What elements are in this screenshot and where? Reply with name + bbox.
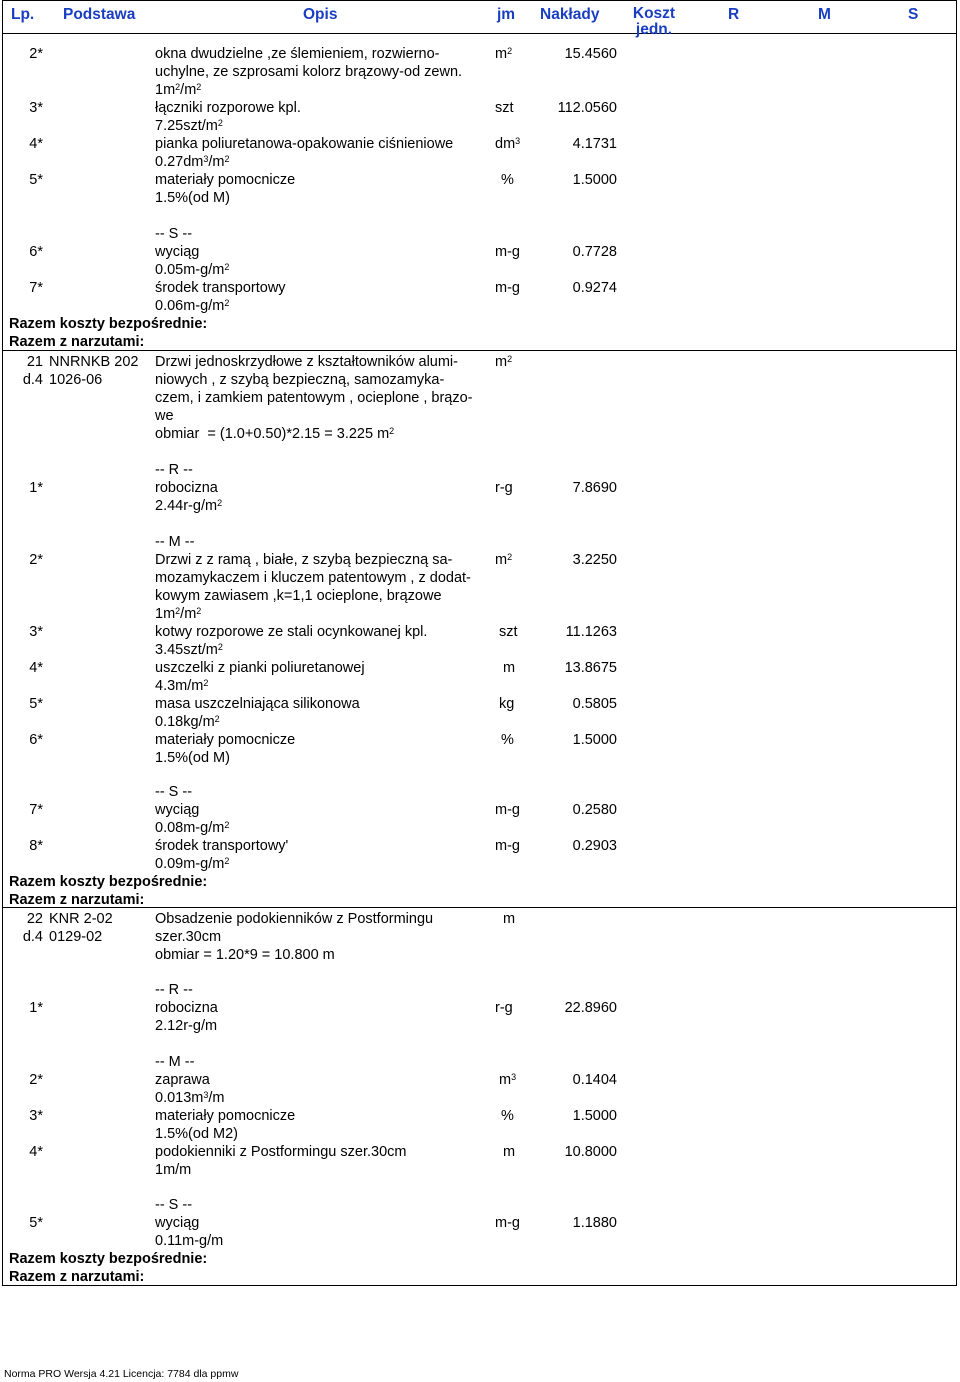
header-inputs: Nakłady <box>540 6 600 23</box>
row-lp: 4* <box>29 1144 43 1160</box>
row-desc: podokienniki z Postformingu szer.30cm <box>155 1144 407 1160</box>
row-desc: wyciąg <box>155 802 200 818</box>
row-lp: 5* <box>29 1215 43 1231</box>
separator-line <box>3 350 956 351</box>
direct-cost-label: Razem koszty bezpośrednie: <box>9 874 208 890</box>
row-unit: % <box>501 1108 514 1124</box>
position-unit: m <box>503 911 516 927</box>
row-value: 3.2250 <box>572 552 617 568</box>
row-value: 112.0560 <box>557 100 617 116</box>
row-norm: 1.5%(od M) <box>155 190 230 206</box>
total-with-markup-label: Razem z narzutami: <box>9 1269 145 1285</box>
row-norm: 1m/m <box>155 1162 192 1178</box>
row-value: 10.8000 <box>564 1144 617 1160</box>
row-desc: wyciąg <box>155 1215 200 1231</box>
row-unit: % <box>501 732 514 748</box>
row-lp: 2* <box>29 552 43 568</box>
row-unit: szt <box>495 100 514 116</box>
row-value: 4.1731 <box>572 136 617 152</box>
separator-line <box>3 907 956 908</box>
row-desc: Drzwi z z ramą , białe, z szybą bezpieczną sa- <box>155 552 453 568</box>
row-desc: środek transportowy' <box>155 838 289 854</box>
row-desc: zaprawa <box>155 1072 210 1088</box>
row-unit: m-g <box>495 280 520 296</box>
row-lp: 3* <box>29 1108 43 1124</box>
row-lp: 3* <box>29 624 43 640</box>
total-with-markup-label: Razem z narzutami: <box>9 334 145 350</box>
row-value: 0.9274 <box>572 280 617 296</box>
position-desc: niowych , z szybą bezpieczną, samozamyka- <box>155 372 445 388</box>
row-desc: środek transportowy <box>155 280 286 296</box>
row-unit: m <box>503 660 516 676</box>
row-desc: robocizna <box>155 480 218 496</box>
position-number: 21 <box>26 354 43 370</box>
row-unit: m-g <box>495 244 520 260</box>
header-m: M <box>818 6 831 23</box>
row-unit: m <box>503 1144 516 1160</box>
position-desc: czem, i zamkiem patentowym , ocieplone , brązo- <box>155 390 473 406</box>
group-heading-m: -- M -- <box>155 1054 195 1070</box>
row-desc: uchylne, ze szprosami kolorz brązowy-od zewn. <box>155 64 463 80</box>
position-basis: NNRNKB 202 <box>49 354 139 370</box>
row-desc: materiały pomocnicze <box>155 172 296 188</box>
table-header <box>3 1 956 38</box>
row-norm: 0.11m-g/m <box>155 1233 224 1249</box>
group-heading-s: -- S -- <box>155 784 193 800</box>
row-value: 15.4560 <box>564 46 617 62</box>
header-unit: jm <box>497 6 516 23</box>
row-value: 7.8690 <box>572 480 617 496</box>
row-lp: 2* <box>29 1072 43 1088</box>
position-number: 22 <box>26 911 43 927</box>
row-desc: robocizna <box>155 1000 218 1016</box>
row-value: 11.1263 <box>565 624 617 640</box>
row-lp: 4* <box>29 136 43 152</box>
row-lp: 7* <box>29 802 43 818</box>
group-heading-r: -- R -- <box>155 462 193 478</box>
group-heading-s: -- S -- <box>155 1197 193 1213</box>
row-norm: 2.12r-g/m <box>155 1018 218 1034</box>
position-basis: KNR 2-02 <box>49 911 113 927</box>
position-measure: obmiar = 1.20*9 = 10.800 m <box>155 947 335 963</box>
row-unit: kg <box>499 696 515 712</box>
row-desc: wyciąg <box>155 244 200 260</box>
row-desc: pianka poliuretanowa-opakowanie ciśnieniowe <box>155 136 454 152</box>
row-unit: m-g <box>495 802 520 818</box>
position-desc: szer.30cm <box>155 929 222 945</box>
row-norm: 1.5%(od M) <box>155 750 230 766</box>
position-desc: Drzwi jednoskrzydłowe z kształtowników alumi- <box>155 354 458 370</box>
position-chapter: d.4 <box>22 929 43 945</box>
row-desc: mozamykaczem i kluczem patentowym , z dodat- <box>155 570 471 586</box>
row-value: 1.5000 <box>572 1108 617 1124</box>
row-lp: 8* <box>29 838 43 854</box>
position-desc: we <box>155 408 174 424</box>
direct-cost-label: Razem koszty bezpośrednie: <box>9 1251 208 1267</box>
group-heading-s: -- S -- <box>155 226 193 242</box>
header-s: S <box>908 6 919 23</box>
row-unit: r-g <box>495 1000 513 1016</box>
row-value: 22.8960 <box>564 1000 617 1016</box>
row-desc: łączniki rozporowe kpl. <box>155 100 301 116</box>
header-r: R <box>728 6 740 23</box>
row-desc: materiały pomocnicze <box>155 1108 296 1124</box>
row-value: 13.8675 <box>564 660 617 676</box>
direct-cost-label: Razem koszty bezpośrednie: <box>9 316 208 332</box>
software-footer: Norma PRO Wersja 4.21 Licencja: 7784 dla ppmw <box>4 1368 239 1380</box>
row-lp: 4* <box>29 660 43 676</box>
row-norm: 1.5%(od M2) <box>155 1126 239 1142</box>
row-desc: kowym zawiasem ,k=1,1 ocieplone, brązowe <box>155 588 442 604</box>
position-desc: Obsadzenie podokienników z Postformingu <box>155 911 434 927</box>
total-with-markup-label: Razem z narzutami: <box>9 892 145 908</box>
header-unit-cost: Koszt jedn. <box>632 5 676 38</box>
row-lp: 2* <box>29 46 43 62</box>
row-unit: r-g <box>495 480 513 496</box>
row-value: 0.2580 <box>572 802 617 818</box>
header-lp: Lp. <box>11 6 35 23</box>
row-desc: masa uszczelniająca silikonowa <box>155 696 360 712</box>
row-desc: kotwy rozporowe ze stali ocynkowanej kpl. <box>155 624 428 640</box>
row-value: 1.5000 <box>572 732 617 748</box>
row-desc: materiały pomocnicze <box>155 732 296 748</box>
row-lp: 6* <box>29 244 43 260</box>
header-basis: Podstawa <box>63 6 136 23</box>
row-lp: 1* <box>29 480 43 496</box>
row-value: 1.5000 <box>572 172 617 188</box>
row-lp: 6* <box>29 732 43 748</box>
row-value: 0.1404 <box>572 1072 617 1088</box>
cost-estimate-table: Lp. Podstawa Opis jm Nakłady Koszt jedn. R M S 2* okna dwudzielne ,ze ślemieniem, rozwierno- uchylne, ze szprosami kolorz brązowy-od zewn. $1m^2/m^2$ $m^2$ 15.4560 3* łączniki rozporowe kpl. $7.25szt/m^2$ szt 112.0560 4* pianka poliuretanowa-opakowanie ciśnieniowe $0.27dm^3/m^2$ $dm^3$ 4.1731 5* materiały pomocnicze 1.5%(od M) % 1.5000 -- S -- 6* wyciąg $0.05m-g/m^2$ m-g 0.7728 7* środek transportowy $0.06m-g/m^2$ m-g 0.9274 Razem koszty bezpośrednie: Razem z narzutami: 21 d.4 NNRNKB 202 1026-06 Drzwi jednoskrzydłowe z kształtowników alumi- niowych , z szybą bezpieczną, samozamyka- czem, i zamkiem patentowym , ocieplone , brązo- we obmiar = (1.0+0.50)*2.15 = 3.225 $m^2$ $m^2$ -- R -- 1* robocizna $2.44r-g/m^2$ r-g 7.8690 -- M -- 2* Drzwi z z ramą , białe, z szybą bezpieczną sa- mozamykaczem i kluczem patentowym , z dodat- kowym zawiasem ,k=1,1 ocieplone, brązowe $1m^2/m^2$ $m^2$ 3.2250 3* kotwy rozporowe ze stali ocynkowanej kpl. $3.45szt/m^2$ szt 11.1263 4* uszczelki z pianki poliuretanowej $4.3m/m^2$ m 13.8675 5* masa uszczelniająca silikonowa $0.18kg/m^2$ kg 0.5805 6* materiały pomocnicze 1.5%(od M) % 1.5000 -- S -- 7* wyciąg $0.08m-g/m^2$ m-g 0.2580 8* środek transportowy' $0.09m-g/m^2$ m-g 0.2903 Razem koszty bezpośrednie: Razem z narzutami: 22 d.4 KNR 2-02 0129-02 Obsadzenie podokienników z Postformingu szer.30cm obmiar = 1.20*9 = 10.800 m m -- R -- 1* robocizna 2.12r-g/m r-g 22.8960 -- M -- 2* zaprawa $0.013m^3/m$ $m^3$ 0.1404 3* materiały pomocnicze 1.5%(od M2) % 1.5000 4* podokienniki z Postformingu szer.30cm 1m/m m 10.8000 -- S -- 5* wyciąg 0.11m-g/m m-g 1.1880 Razem koszty bezpośrednie: Razem z narzutami: <box>2 0 957 1286</box>
row-value: 1.1880 <box>572 1215 617 1231</box>
position-basis: 0129-02 <box>49 929 103 945</box>
group-heading-m: -- M -- <box>155 534 195 550</box>
row-unit: m-g <box>495 838 520 854</box>
row-value: 0.5805 <box>572 696 617 712</box>
row-unit: % <box>501 172 514 188</box>
row-unit: szt <box>499 624 518 640</box>
row-lp: 3* <box>29 100 43 116</box>
row-lp: 7* <box>29 280 43 296</box>
row-lp: 5* <box>29 172 43 188</box>
row-lp: 1* <box>29 1000 43 1016</box>
row-value: 0.7728 <box>572 244 617 260</box>
row-value: 0.2903 <box>572 838 617 854</box>
row-desc: okna dwudzielne ,ze ślemieniem, rozwierno- <box>155 46 440 62</box>
row-lp: 5* <box>29 696 43 712</box>
group-heading-r: -- R -- <box>155 982 193 998</box>
row-unit: m-g <box>495 1215 520 1231</box>
position-chapter: d.4 <box>22 372 43 388</box>
header-description: Opis <box>303 6 338 23</box>
position-basis: 1026-06 <box>49 372 103 388</box>
row-desc: uszczelki z pianki poliuretanowej <box>155 660 365 676</box>
